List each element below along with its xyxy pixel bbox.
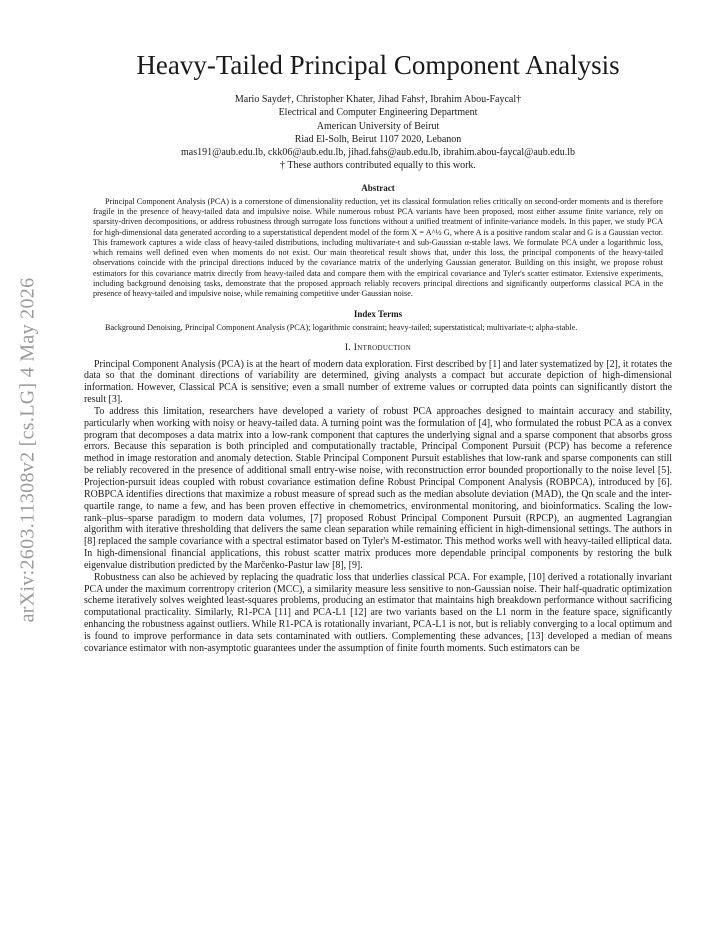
section-number: I. bbox=[344, 341, 352, 353]
author-names: Mario Sayde†, Christopher Khater, Jihad Fahs†, Ibrahim Abou-Faycal† bbox=[234, 94, 522, 105]
section-heading bbox=[84, 342, 672, 354]
equal-contribution-note: † These authors contributed equally to this work. bbox=[280, 160, 476, 172]
author-address: Riad El-Solh, Beirut 1107 2020, Lebanon bbox=[294, 133, 462, 145]
paper-page bbox=[84, 48, 672, 655]
index-terms-text: Background Denoising, Principal Component Analysis (PCA); logarithmic constraint; heavy-tailed; superstatistical; multivariate-t; alpha-stable. bbox=[105, 323, 578, 333]
section-title: Introduction bbox=[353, 341, 412, 353]
arxiv-identifier: arXiv:2603.11308v2 [cs.LG] 4 May 2026 bbox=[16, 277, 39, 623]
index-terms-heading: Index Terms bbox=[353, 309, 403, 320]
author-block bbox=[84, 93, 672, 173]
author-university: American University of Beirut bbox=[316, 120, 440, 132]
abstract-text: Principal Component Analysis (PCA) is a cornerstone of dimensionality reduction, yet its classical formulation relies critically on second-order moments and is therefore fragile in the presence of heavy-tailed data and impulsive noise. While numerous robust PCA variants have been proposed, most either assume finite variance, rely on sparsity-driven decompositions, or address robustness through surrogate loss functions without a unified treatment of infinite-variance models. In this paper, we study PCA for high-dimensional data generated according to a superstatistical dependent model of the form X = A^½ G, where A is a positive random scalar and G is a Gaussian vector. This framework captures a wide class of heavy-tailed distributions, including multivariate-t and sub-Gaussian α-stable laws. We formulate PCA under a logarithmic loss, which remains well defined even when moments do not exist. Our main theoretical result shows that, under this loss, the principal components of the heavy-tailed observations coincide with the principal directions induced by the covariance matrix of the underlying Gaussian generator. Building on this insight, we propose robust estimators for this covariance matrix directly from heavy-tailed data and compare them with the empirical covariance and Tyler's scatter estimator. Extensive experiments, including background denoising tasks, demonstrate that the proposed approach reliably recovers principal directions and significantly outperforms classical PCA in the presence of heavy-tailed and impulsive noise, while remaining competitive under Gaussian noise. bbox=[93, 196, 663, 299]
intro-paragraph-3: Robustness can also be achieved by replacing the quadratic loss that underlies classical PCA. For example, [10] derived a rotationally invariant PCA under the maximum correntropy criterion (MCC), a similarity measure less sensitive to non-Gaussian noise. Their half-quadratic optimization scheme iteratively solves weighted least-squares problems, producing an estimator that maintains high breakdown performance without sacrificing computational practicality. Similarly, R1-PCA [11] and PCA-L1 [12] are two variants based on the L1 norm in the feature space, significantly enhancing the robustness against outliers. While R1-PCA is rotationally invariant, PCA-L1 is not, but is reliably converging to a local optimum and is found to improve performance in data sets contaminated with outliers. Complementing these advances, [13] developed a median of means covariance estimator with non-asymptotic guarantees under the assumption of finite fourth moments. Such estimators can be bbox=[84, 571, 672, 654]
intro-paragraph-1: Principal Component Analysis (PCA) is at the heart of modern data exploration. First described by [1] and later systematized by [2], it rotates the data so that the dominant directions of variability are determined, giving analysts a compact but accurate depiction of high-dimensional information. However, Classical PCA is sensitive; even a small number of extreme values or corrupted data points can significantly distort the result [3]. bbox=[84, 358, 672, 406]
arxiv-sidebar bbox=[14, 250, 42, 650]
author-department: Electrical and Computer Engineering Department bbox=[278, 107, 478, 119]
paper-title: Heavy-Tailed Principal Component Analysis bbox=[136, 50, 620, 80]
abstract-heading: Abstract bbox=[361, 182, 395, 193]
intro-paragraph-2: To address this limitation, researchers have developed a variety of robust PCA approaches designed to maintain accuracy and stability, particularly when working with noisy or heavy-tailed data. A turning point was the formulation of [4], who formulated the robust PCA as a convex program that decomposes a data matrix into a low-rank component that captures the underlying signal and a sparse component that absorbs gross errors. Because this separation is both principled and computationally tractable, Principal Component Pursuit (PCP) has become a reference method in image restoration and anomaly detection. Stable Principal Component Pursuit establishes that low-rank and sparse components can still be reliably recovered in the presence of additional small entry-wise noise, with reconstruction error bounded proportionally to the noise level [5]. Projection-pursuit ideas coupled with robust covariance estimation define Robust Principal Component Analysis (ROBPCA), introduced by [6]. ROBPCA identifies directions that maximize a robust measure of spread such as the median absolute deviation (MAD), the Qn scale and the inter-quartile range, to name a few, and has been proven effective in chemometrics, environmental monitoring, and bioinformatics. Scaling the low-rank–plus–sparse paradigm to modern data volumes, [7] proposed Robust Principal Component Pursuit (RPCP), an augmented Lagrangian algorithm with iterative thresholding that delivers the same clean separation while remaining efficient in high-dimensional settings. The authors in [8] replaced the sample covariance with a spectral estimator based on Tyler's M-estimator. This method works well with heavy-tailed elliptical data. In high-dimensional financial applications, this robust scatter matrix produces more dependable principal components by restoring the bulk eigenvalue distribution predicted by the Marčenko-Pastur law [8], [9]. bbox=[84, 405, 672, 571]
author-emails: mas191@aub.edu.lb, ckk06@aub.edu.lb, jihad.fahs@aub.edu.lb, ibrahim.abou-faycal@aub.edu.lb bbox=[181, 147, 575, 159]
